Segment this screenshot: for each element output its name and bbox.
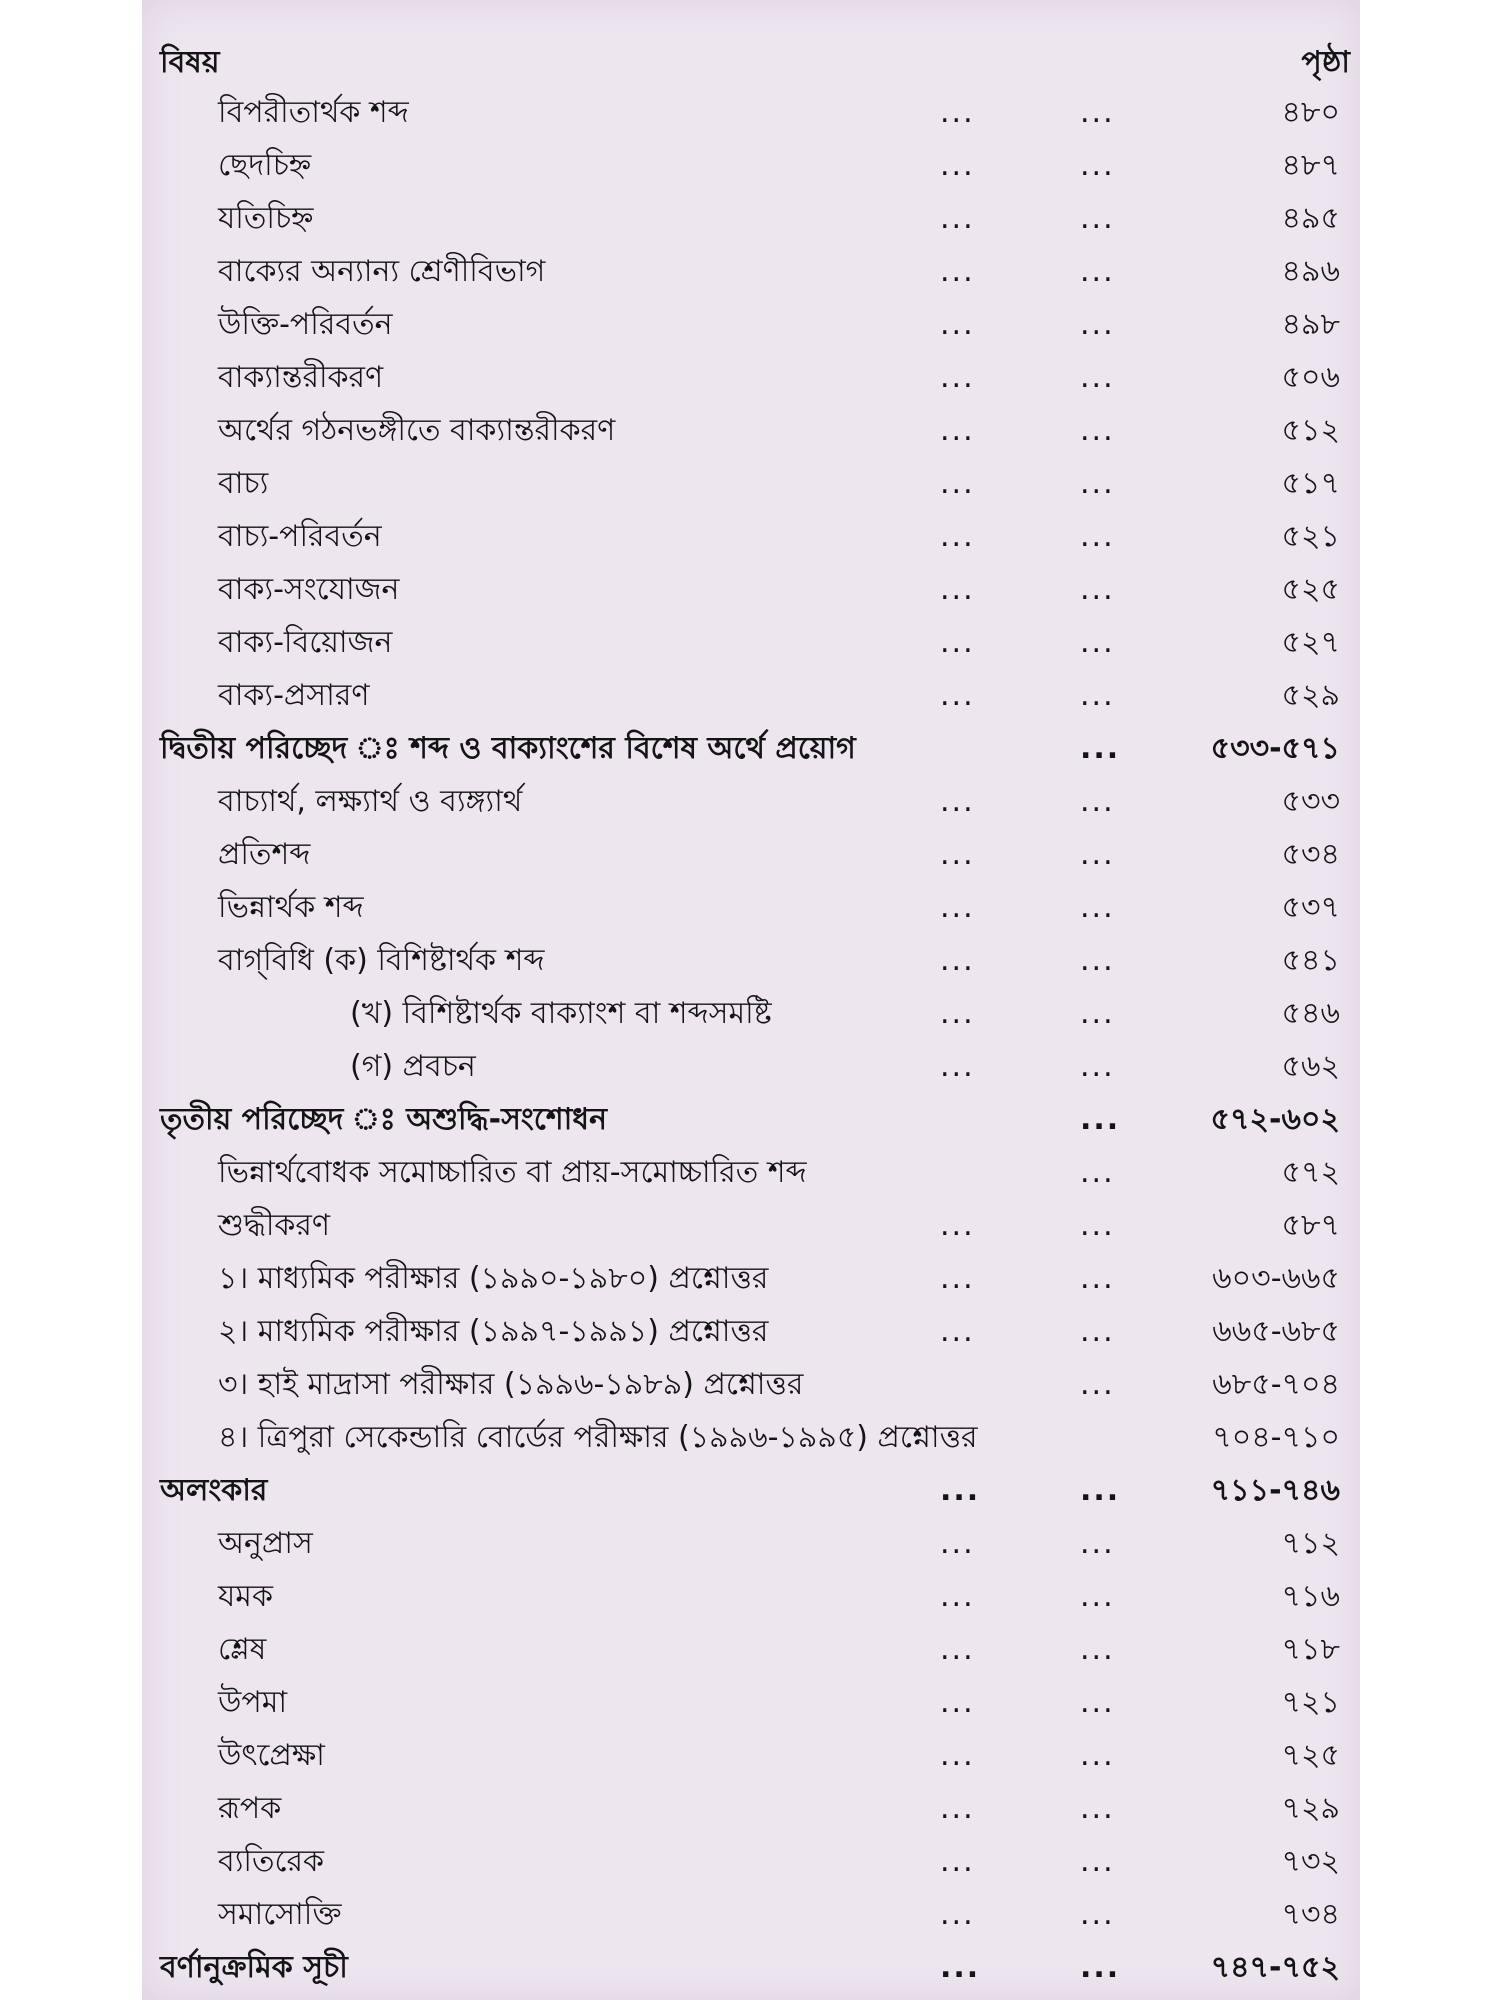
toc-entry: [0, 1358, 1500, 1411]
table-of-contents: [0, 86, 1500, 1994]
entry-title: বাচ্য-পরিবর্তন: [218, 519, 382, 554]
leader-dots: ...: [1080, 1897, 1115, 1932]
leader-dots: ...: [1080, 95, 1115, 130]
entry-page-number: ৭১৬: [1281, 1579, 1340, 1614]
toc-entry: [0, 881, 1500, 934]
leader-dots: ...: [1080, 1473, 1121, 1508]
leader-dots: ...: [940, 625, 975, 660]
leader-dots: ...: [1080, 837, 1115, 872]
entry-page-number: ৭১৮: [1281, 1632, 1340, 1667]
toc-entry: [0, 828, 1500, 881]
entry-title: (গ) প্রবচন: [350, 1049, 476, 1084]
entry-page-number: ৭১১-৭৪৬: [1210, 1473, 1340, 1508]
leader-dots: ...: [940, 201, 975, 236]
entry-title: বাচ্যার্থ, লক্ষ্যার্থ ও ব্যঙ্গ্যার্থ: [218, 784, 523, 819]
toc-entry: [0, 1517, 1500, 1570]
leader-dots: ...: [1080, 1314, 1115, 1349]
leader-dots: ...: [1080, 1526, 1115, 1561]
toc-entry: [0, 1252, 1500, 1305]
entry-page-number: ৫৩৩-৫৭১: [1210, 731, 1340, 766]
toc-entry: [0, 404, 1500, 457]
entry-title: বাক্যান্তরীকরণ: [218, 360, 384, 395]
entry-title: বাক্যের অন্যান্য শ্রেণীবিভাগ: [218, 254, 546, 289]
toc-entry: [0, 1411, 1500, 1464]
leader-dots: ...: [1080, 996, 1115, 1031]
leader-dots: ...: [1080, 678, 1115, 713]
entry-page-number: ৭০৪-৭১০: [1212, 1420, 1340, 1455]
entry-page-number: ৪৮০: [1281, 95, 1340, 130]
entry-page-number: ৭৪৭-৭৫২: [1210, 1950, 1340, 1985]
leader-dots: ...: [940, 943, 975, 978]
leader-dots: ...: [1080, 625, 1115, 660]
entry-page-number: ৫২১: [1281, 519, 1340, 554]
leader-dots: ...: [940, 1738, 975, 1773]
leader-dots: ...: [940, 1579, 975, 1614]
toc-entry: [0, 245, 1500, 298]
entry-page-number: ৫৪৬: [1281, 996, 1340, 1031]
leader-dots: ...: [940, 784, 975, 819]
toc-entry: [0, 669, 1500, 722]
toc-header: [160, 38, 1350, 78]
leader-dots: ...: [1080, 1102, 1121, 1137]
entry-title: (খ) বিশিষ্টার্থক বাক্যাংশ বা শব্দসমষ্টি: [350, 996, 772, 1031]
leader-dots: ...: [1080, 201, 1115, 236]
leader-dots: ...: [940, 148, 975, 183]
toc-entry: [0, 1676, 1500, 1729]
leader-dots: ...: [940, 307, 975, 342]
entry-page-number: ৫৬২: [1281, 1049, 1340, 1084]
leader-dots: ...: [940, 1473, 981, 1508]
toc-entry: [0, 298, 1500, 351]
entry-title: বাক্য-বিয়োজন: [218, 625, 393, 660]
leader-dots: ...: [940, 890, 975, 925]
leader-dots: ...: [940, 1844, 975, 1879]
entry-page-number: ৫৭২-৬০২: [1210, 1102, 1340, 1137]
toc-entry: [0, 1040, 1500, 1093]
leader-dots: ...: [940, 1950, 981, 1985]
leader-dots: ...: [1080, 148, 1115, 183]
toc-entry: [0, 563, 1500, 616]
leader-dots: ...: [940, 1632, 975, 1667]
entry-title: বাচ্য: [218, 466, 269, 501]
entry-page-number: ৫২৯: [1281, 678, 1340, 713]
leader-dots: ...: [1080, 784, 1115, 819]
leader-dots: ...: [940, 413, 975, 448]
entry-title: ভিন্নার্থবোধক সমোচ্চারিত বা প্রায়-সমোচ্চারিত শব্দ: [218, 1155, 807, 1190]
entry-title: অর্থের গঠনভঙ্গীতে বাক্যান্তরীকরণ: [218, 413, 616, 448]
entry-page-number: ৭২৯: [1281, 1791, 1340, 1826]
toc-entry: [0, 86, 1500, 139]
entry-page-number: ৪৯৫: [1281, 201, 1340, 236]
entry-title: শ্লেষ: [218, 1632, 267, 1667]
entry-title: বিপরীতার্থক শব্দ: [218, 95, 409, 130]
entry-page-number: ৫২৫: [1281, 572, 1340, 607]
leader-dots: ...: [1080, 1049, 1115, 1084]
entry-title: প্রতিশব্দ: [218, 837, 311, 872]
entry-page-number: ৫৩৪: [1281, 837, 1340, 872]
leader-dots: ...: [940, 1791, 975, 1826]
toc-entry: [0, 987, 1500, 1040]
leader-dots: ...: [1080, 1208, 1115, 1243]
leader-dots: ...: [940, 1526, 975, 1561]
leader-dots: ...: [940, 519, 975, 554]
entry-title: বাক্য-সংযোজন: [218, 572, 400, 607]
entry-page-number: ৪৮৭: [1281, 148, 1340, 183]
entry-page-number: ৬৬৫-৬৮৫: [1212, 1314, 1340, 1349]
entry-title: ২। মাধ্যমিক পরীক্ষার (১৯৯৭-১৯৯১) প্রশ্নোত্তর: [218, 1314, 769, 1349]
entry-page-number: ৫৭২: [1281, 1155, 1340, 1190]
leader-dots: ...: [940, 1314, 975, 1349]
leader-dots: ...: [1080, 731, 1121, 766]
leader-dots: ...: [1080, 254, 1115, 289]
entry-title: ১। মাধ্যমিক পরীক্ষার (১৯৯০-১৯৮০) প্রশ্নোত্তর: [218, 1261, 769, 1296]
leader-dots: ...: [1080, 1155, 1115, 1190]
toc-entry: [0, 510, 1500, 563]
entry-title: ৩। হাই মাদ্রাসা পরীক্ষার (১৯৯৬-১৯৮৯) প্রশ্নোত্তর: [218, 1367, 804, 1402]
entry-page-number: ৭১২: [1281, 1526, 1340, 1561]
subject-heading: বিষয়: [160, 45, 220, 80]
entry-title: ৪। ত্রিপুরা সেকেন্ডারি বোর্ডের পরীক্ষার (১৯৯৬-১৯৯৫) প্রশ্নোত্তর: [218, 1420, 978, 1455]
toc-entry: [0, 1782, 1500, 1835]
leader-dots: ...: [1080, 1950, 1121, 1985]
entry-page-number: ৪৯৮: [1281, 307, 1340, 342]
leader-dots: ...: [1080, 943, 1115, 978]
entry-page-number: ৭২৫: [1281, 1738, 1340, 1773]
leader-dots: ...: [940, 572, 975, 607]
toc-entry: [0, 1199, 1500, 1252]
leader-dots: ...: [1080, 466, 1115, 501]
toc-entry: [0, 1464, 1500, 1517]
entry-title: বাক্য-প্রসারণ: [218, 678, 370, 713]
entry-page-number: ৪৯৬: [1281, 254, 1340, 289]
leader-dots: ...: [940, 1897, 975, 1932]
toc-entry: [0, 1570, 1500, 1623]
entry-title: সমাসোক্তি: [218, 1897, 342, 1932]
leader-dots: ...: [1080, 1579, 1115, 1614]
leader-dots: ...: [940, 837, 975, 872]
leader-dots: ...: [1080, 1632, 1115, 1667]
entry-title: যতিচিহ্ন: [218, 201, 314, 236]
entry-page-number: ৬৮৫-৭০৪: [1212, 1367, 1340, 1402]
entry-page-number: ৫৪১: [1281, 943, 1340, 978]
toc-entry: [0, 1623, 1500, 1676]
entry-page-number: ৫০৬: [1281, 360, 1340, 395]
leader-dots: ...: [1080, 572, 1115, 607]
entry-page-number: ৭২১: [1281, 1685, 1340, 1720]
entry-title: উক্তি-পরিবর্তন: [218, 307, 393, 342]
entry-page-number: ৭৩৪: [1281, 1897, 1340, 1932]
toc-entry: [0, 457, 1500, 510]
leader-dots: ...: [940, 1261, 975, 1296]
leader-dots: ...: [940, 1049, 975, 1084]
leader-dots: ...: [1080, 1367, 1115, 1402]
leader-dots: ...: [940, 360, 975, 395]
leader-dots: ...: [1080, 1844, 1115, 1879]
page-heading: পৃষ্ঠা: [1301, 45, 1350, 80]
toc-entry: [0, 616, 1500, 669]
entry-title: তৃতীয় পরিচ্ছেদ ঃ অশুদ্ধি-সংশোধন: [160, 1102, 608, 1137]
leader-dots: ...: [1080, 307, 1115, 342]
entry-title: ছেদচিহ্ন: [218, 148, 312, 183]
toc-entry: [0, 934, 1500, 987]
entry-page-number: ৫৮৭: [1281, 1208, 1340, 1243]
leader-dots: ...: [940, 996, 975, 1031]
toc-entry: [0, 1941, 1500, 1994]
entry-title: ভিন্নার্থক শব্দ: [218, 890, 364, 925]
toc-entry: [0, 1305, 1500, 1358]
toc-entry: [0, 139, 1500, 192]
leader-dots: ...: [1080, 1261, 1115, 1296]
entry-title: যমক: [218, 1579, 273, 1614]
leader-dots: ...: [1080, 1685, 1115, 1720]
leader-dots: ...: [1080, 890, 1115, 925]
entry-title: রূপক: [218, 1791, 282, 1826]
leader-dots: ...: [1080, 360, 1115, 395]
toc-entry: [0, 775, 1500, 828]
toc-entry: [0, 351, 1500, 404]
leader-dots: ...: [1080, 519, 1115, 554]
entry-title: অলংকার: [160, 1473, 268, 1508]
entry-page-number: ৫৩৭: [1281, 890, 1340, 925]
toc-entry: [0, 1146, 1500, 1199]
toc-entry: [0, 192, 1500, 245]
leader-dots: ...: [940, 466, 975, 501]
toc-entry: [0, 1835, 1500, 1888]
entry-page-number: ৭৩২: [1281, 1844, 1340, 1879]
leader-dots: ...: [1080, 1791, 1115, 1826]
entry-page-number: ৫১৭: [1281, 466, 1340, 501]
toc-entry: [0, 1729, 1500, 1782]
leader-dots: ...: [940, 95, 975, 130]
entry-title: উৎপ্রেক্ষা: [218, 1738, 325, 1773]
leader-dots: ...: [1080, 1738, 1115, 1773]
entry-title: বাগ্‌বিধি (ক) বিশিষ্টার্থক শব্দ: [218, 943, 545, 978]
toc-entry: [0, 722, 1500, 775]
entry-title: উপমা: [218, 1685, 288, 1720]
entry-title: দ্বিতীয় পরিচ্ছেদ ঃ শব্দ ও বাক্যাংশের বিশেষ অর্থে প্রয়োগ: [160, 731, 856, 766]
entry-title: ব্যতিরেক: [218, 1844, 325, 1879]
entry-title: শুদ্ধীকরণ: [218, 1208, 331, 1243]
toc-entry: [0, 1093, 1500, 1146]
leader-dots: ...: [1080, 413, 1115, 448]
leader-dots: ...: [940, 1685, 975, 1720]
leader-dots: ...: [940, 254, 975, 289]
entry-page-number: ৫২৭: [1281, 625, 1340, 660]
entry-page-number: ৫৩৩: [1281, 784, 1340, 819]
entry-page-number: ৫১২: [1281, 413, 1340, 448]
toc-entry: [0, 1888, 1500, 1941]
leader-dots: ...: [940, 1208, 975, 1243]
leader-dots: ...: [940, 678, 975, 713]
entry-title: অনুপ্রাস: [218, 1526, 313, 1561]
entry-page-number: ৬০৩-৬৬৫: [1212, 1261, 1340, 1296]
entry-title: বর্ণানুক্রমিক সূচী: [160, 1950, 348, 1985]
